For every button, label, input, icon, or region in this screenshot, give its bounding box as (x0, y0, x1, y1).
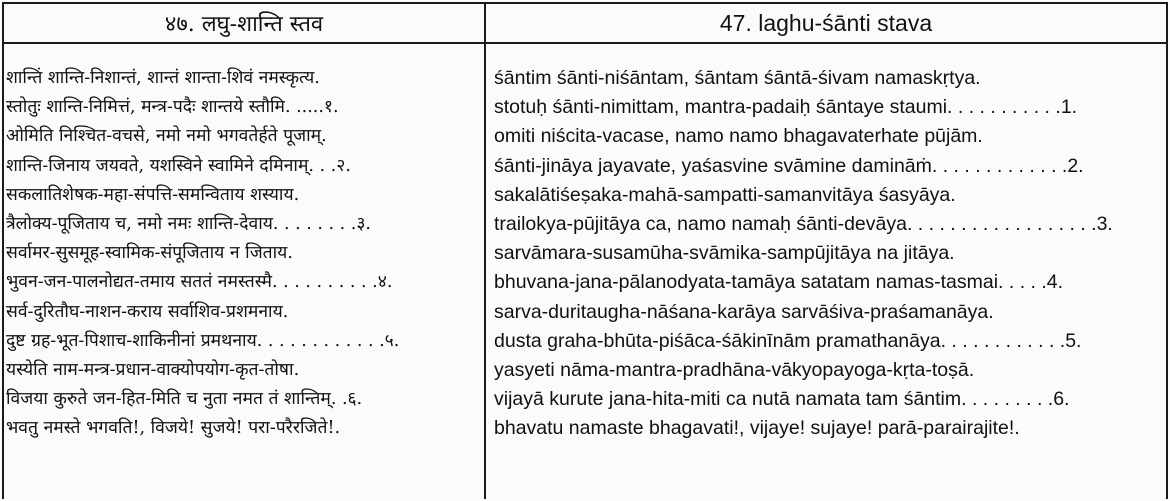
devanagari-line: सर्वामर-सुसमूह-स्वामिक-संपूजिताय न जिताय. (6, 243, 293, 264)
devanagari-line: शान्तिं शान्ति-निशान्तं, शान्तं शान्ता-शिवं नमस्कृत्य. (6, 68, 320, 88)
devanagari-column (6, 64, 480, 443)
column-divider (484, 2, 486, 499)
devanagari-title: ४७. लघु-शान्ति स्तव (164, 12, 324, 37)
devanagari-line: भुवन-जन-पालनोद्यत-तमाय सततं नमस्तस्मै. . . . . . . . . .४. (6, 272, 393, 293)
devanagari-line: सर्व-दुरितौघ-नाशन-कराय सर्वाशिव-प्रशमनाय. (6, 301, 289, 322)
header-rule (2, 42, 1168, 44)
devanagari-line: दुष्ट ग्रह-भूत-पिशाच-शाकिनीनां प्रमथनाय. . . . . . . . . . . .५. (6, 330, 400, 351)
devanagari-line: स्तोतुः शान्ति-निमित्तं, मन्त्र-पदैः शान्तये स्तौमि. .....१. (6, 97, 339, 118)
roman-line: śānti-jināya jayavate, yaśasvine svāmine damināṁ. . . . . . . . . . . . .2. (494, 154, 1084, 177)
roman-line: bhuvana-jana-pālanodyata-tamāya satatam namas-tasmai. . . . .4. (494, 271, 1064, 294)
roman-line: vijayā kurute jana-hita-miti ca nutā namata tam śāntim. . . . . . . . .6. (494, 388, 1070, 411)
roman-title: 47. laghu-śānti stava (719, 9, 933, 36)
roman-column (494, 64, 1162, 443)
devanagari-line: भवतु नमस्ते भगवति!, विजये! सुजये! परा-परैरजिते!. (6, 418, 341, 439)
roman-line: sarvāmara-susamūha-svāmika-sampūjitāya na jitāya. (494, 242, 955, 265)
roman-line: stotuḥ śānti-nimittam, mantra-padaiḥ śāntaye staumi. . . . . . . . . . .1. (494, 96, 1078, 119)
devanagari-line: त्रैलोक्य-पूजिताय च, नमो नमः शान्ति-देवाय. . . . . . . .३. (6, 213, 371, 234)
roman-line: sakalātiśeṣaka-mahā-sampatti-samanvitāya śasyāya. (494, 183, 956, 206)
roman-line: yasyeti nāma-mantra-pradhāna-vākyopayoga-kṛta-toṣā. (494, 358, 975, 381)
devanagari-line: विजया कुरुते जन-हित-मिति च नुता नमत तं शान्तिम्. .६. (6, 389, 363, 410)
roman-line: sarva-duritaugha-nāśana-karāya sarvāśiva-praśamanāya. (494, 300, 994, 323)
roman-line: bhavatu namaste bhagavati!, vijaye! sujaye! parā-parairajite!. (494, 417, 1020, 440)
devanagari-line: शान्ति-जिनाय जयवते, यशस्विने स्वामिने दमिनाम्. . .२. (6, 155, 351, 176)
roman-line: dusta graha-bhūta-piśāca-śākinīnām pramathanāya. . . . . . . . . . . .5. (494, 329, 1082, 352)
roman-line: trailokya-pūjitāya ca, namo namaḥ śānti-devāya. . . . . . . . . . . . . . . . . .3. (494, 212, 1113, 235)
devanagari-line: सकलातिशेषक-महा-संपत्ति-समन्विताय शस्याय. (6, 184, 300, 205)
devanagari-line: यस्येति नाम-मन्त्र-प्रधान-वाक्योपयोग-कृत-तोषा. (6, 359, 300, 380)
roman-line: śāntim śānti-niśāntam, śāntam śāntā-śivam namaskṛtya. (494, 67, 981, 89)
devanagari-line: ओमिति निश्चित-वचसे, नमो नमो भगवतेर्हते पूजाम्. (6, 126, 327, 147)
roman-line: omiti niścita-vacase, namo namo bhagavaterhate pūjām. (494, 125, 983, 148)
